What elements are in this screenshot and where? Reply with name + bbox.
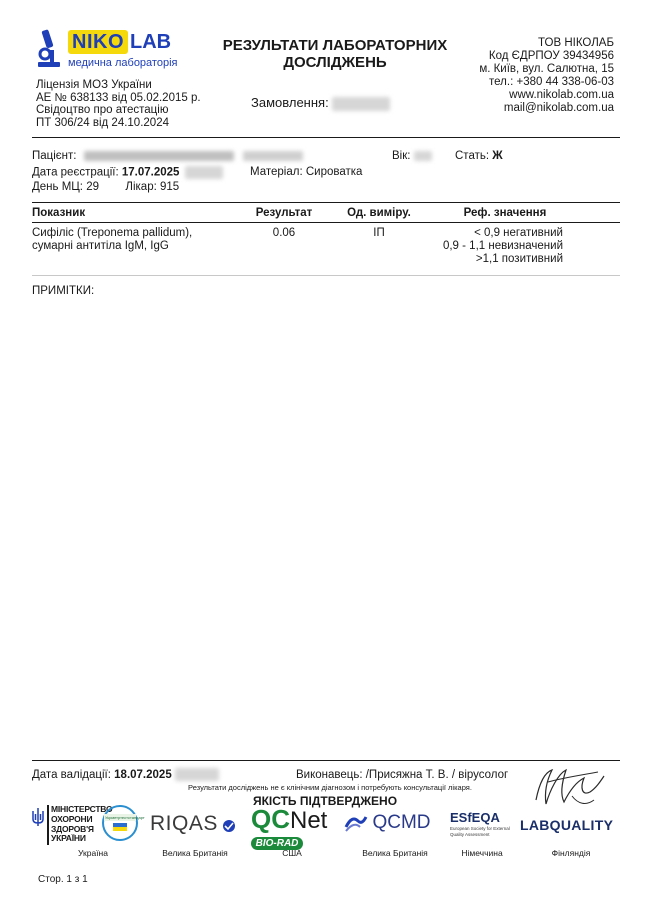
license-line: Ліцензія МОЗ України xyxy=(36,79,152,91)
microscope-icon xyxy=(36,28,62,70)
moz-logo xyxy=(32,804,145,847)
doctor-value: 915 xyxy=(160,181,180,193)
patient-divider xyxy=(32,202,620,203)
brand-niko: NIKO xyxy=(68,30,128,54)
license-line: ПТ 306/24 від 24.10.2024 xyxy=(36,116,169,129)
qcmd-swirl-icon xyxy=(344,811,368,835)
qcnet-logo xyxy=(251,806,337,852)
validation-time-redacted xyxy=(175,768,219,781)
test-name: Сифіліс (Treponema pallidum), сумарні антитіла IgM, IgG xyxy=(32,227,193,252)
esfeqa-label: ESfEQA xyxy=(450,810,500,825)
patient-name-redacted xyxy=(243,151,303,161)
validation-field xyxy=(32,768,219,782)
reference-values: < 0,9 негативний 0,9 - 1,1 невизначений >1,1 позитивний xyxy=(442,227,563,265)
riqas-logo xyxy=(150,810,236,838)
moz-name: МІНІСТЕРСТВО ОХОРОНИ ЗДОРОВ'Я УКРАЇНИ xyxy=(51,804,113,844)
order-line xyxy=(251,95,390,111)
sex-value: Ж xyxy=(492,150,503,162)
test-unit: ІП xyxy=(373,227,385,239)
order-label: Замовлення: xyxy=(251,95,329,110)
validation-label: Дата валідації: xyxy=(32,769,111,781)
license-line: АЕ № 638133 від 05.02.2015 р. xyxy=(36,91,201,104)
table-header-divider xyxy=(32,222,620,223)
disclaimer: Результати досліджень не є клінічним діагнозом і потребують консультації лікаря. xyxy=(188,783,472,792)
age-field xyxy=(392,150,432,163)
header-cell: Результат xyxy=(255,207,313,219)
reg-time-redacted xyxy=(185,166,223,179)
biorad-badge: BIO-RAD xyxy=(251,837,303,850)
test-result: 0.06 xyxy=(272,227,296,239)
country-label: Німеччина xyxy=(461,848,503,858)
header-cell: Показник xyxy=(32,207,86,219)
page-number: Стор. 1 з 1 xyxy=(38,874,88,885)
trident-icon xyxy=(32,807,44,827)
esfeqa-subtitle: European Society for External Quality Assessment xyxy=(450,826,510,837)
riqas-circle-icon xyxy=(222,819,236,833)
qcmd-label: QCMD xyxy=(372,812,431,833)
signature-icon xyxy=(528,760,610,812)
material-field xyxy=(250,166,362,179)
patient-row xyxy=(32,150,303,163)
reg-date-value: 17.07.2025 xyxy=(121,166,180,179)
qcmd-logo xyxy=(344,811,431,837)
license-info xyxy=(36,79,201,129)
quality-title: ЯКІСТЬ ПІДТВЕРДЖЕНО xyxy=(252,794,398,808)
header-divider xyxy=(32,137,620,138)
brand-lab: LAB xyxy=(130,31,172,53)
table-row-divider xyxy=(32,275,620,276)
cycle-row xyxy=(32,181,179,194)
qcnet-qc: QC xyxy=(251,804,290,834)
country-label: США xyxy=(282,848,302,858)
license-line: Свідоцтво про атестацію xyxy=(36,104,169,116)
cycle-day-value: 29 xyxy=(86,181,100,193)
company-info: ТОВ НІКОЛАБ Код ЄДРПОУ 39434956 м. Київ, вул. Салютна, 15 тел.: +380 44 338-06-03 www.nikolab.com.ua mail@nikolab.com.ua xyxy=(479,37,614,114)
performer: Виконавець: /Присяжна Т. В. / вірусолог xyxy=(296,769,509,781)
country-label: Велика Британія xyxy=(362,848,428,858)
age-label: Вік: xyxy=(392,150,411,162)
qcnet-net: Net xyxy=(290,807,328,834)
material-value: Сироватка xyxy=(305,166,363,178)
country-label: Велика Британія xyxy=(162,848,228,858)
notes-label: ПРИМІТКИ: xyxy=(32,285,95,297)
material-label: Матеріал: xyxy=(250,166,303,178)
age-redacted xyxy=(414,151,432,161)
header-cell: Реф. значення xyxy=(463,207,547,219)
header-cell: Од. виміру. xyxy=(347,207,411,219)
country-label: Україна xyxy=(78,848,108,858)
document-title: РЕЗУЛЬТАТИ ЛАБОРАТОРНИХ ДОСЛІДЖЕНЬ xyxy=(222,37,448,71)
lab-logo xyxy=(36,28,186,72)
sex-label: Стать: xyxy=(455,150,490,162)
country-label: Фінляндія xyxy=(551,848,591,858)
riqas-label: RIQAS xyxy=(150,812,218,835)
order-number-redacted xyxy=(332,97,390,111)
reg-date-label: Дата реєстрації: xyxy=(32,166,119,179)
patient-name-redacted xyxy=(84,151,234,161)
sex-field xyxy=(455,150,503,163)
validation-date: 18.07.2025 xyxy=(114,769,172,781)
patient-label: Пацієнт: xyxy=(32,150,77,162)
ukrmetr-badge: Укрметртестстандарт xyxy=(102,805,138,841)
labquality-logo: LABQUALITY xyxy=(520,817,614,833)
brand-tagline: медична лабораторія xyxy=(68,57,178,69)
registration-row xyxy=(32,166,223,180)
cycle-day-label: День МЦ: xyxy=(32,181,84,193)
doctor-label: Лікар: xyxy=(125,181,157,193)
esfeqa-logo xyxy=(450,810,512,844)
